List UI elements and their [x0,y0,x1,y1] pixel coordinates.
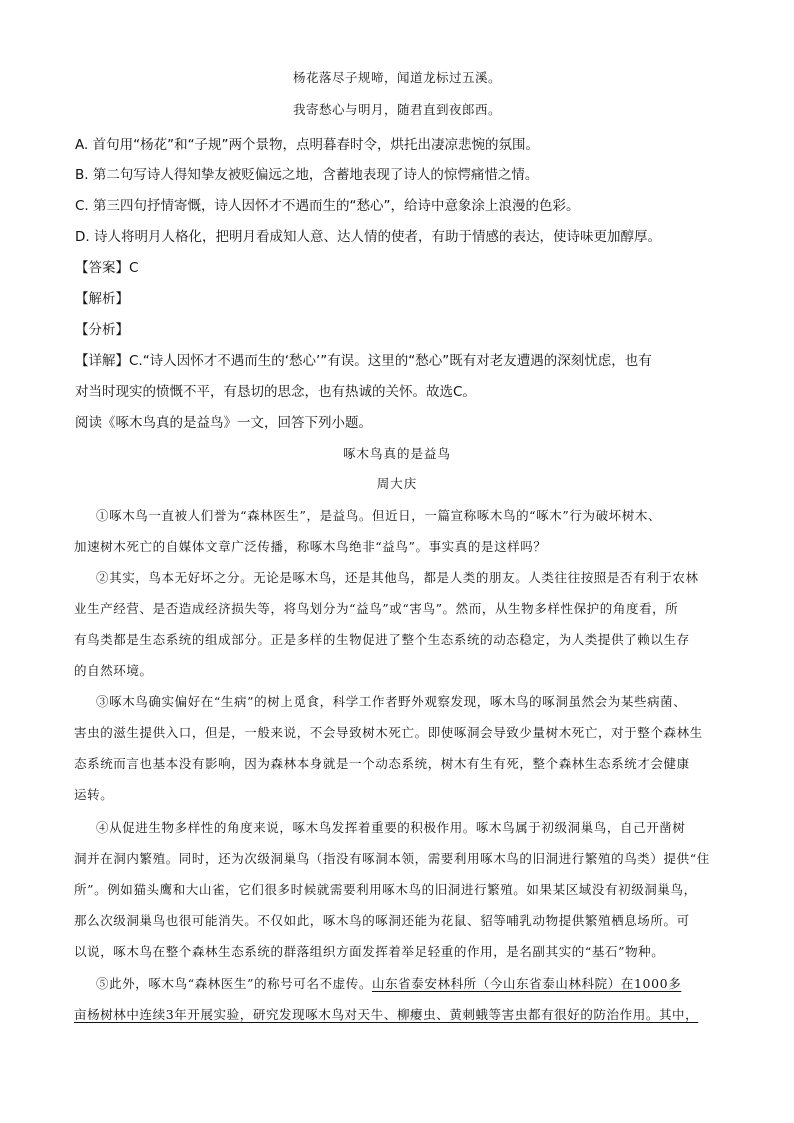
reading-prompt: 阅读《啄木鸟真的是益鸟》一文，回答下列小题。 [75,415,372,431]
detail-line-1: 【详解】C.“诗人因怀才不遇而生的‘愁心’”有误。这里的“愁心”既有对老友遭遇的深刻忧虑，也有 [75,353,652,369]
option-d: D. 诗人将明月人格化，把明月看成知人意、达人情的使者，有助于情感的表达，使诗味更加醇厚。 [75,229,661,245]
paragraph-2-line-3: 有鸟类都是生态系统的组成部分。正是多样的生物促进了整个生态系统的动态稳定，为人类提供了赖以生存 [74,632,690,647]
article-author: 周大庆 [376,476,418,491]
paragraph-3-line-1: ③啄木鸟确实偏好在“生病”的树上觅食，科学工作者野外观察发现，啄木鸟的啄洞虽然会为某些病菌、 [96,694,687,709]
paragraph-5-line-2: 亩杨树林中连续3年开展实验，研究发现啄木鸟对天牛、柳瘿虫、黄刺蛾等害虫都有很好的防治作用。其中， [74,1007,699,1022]
paragraph-2-line-1: ②其实，鸟本无好坏之分。无论是啄木鸟，还是其他鸟，都是人类的朋友。人类往往按照是否有利于农林 [96,570,699,585]
paragraph-2-line-2: 业生产经营、是否造成经济损失等，将鸟划分为“益鸟”或“害鸟”。然而，从生物多样性保护的角度看，所 [74,601,679,616]
paragraph-2-line-4: 的自然环境。 [74,663,153,678]
poem-line-2: 我寄愁心与明月，随君直到夜郎西。 [292,102,501,117]
article-title: 啄木鸟真的是益鸟 [342,446,451,461]
poem-line-1: 杨花落尽子规啼，闻道龙标过五溪。 [292,70,501,85]
paragraph-4-line-4: 那么次级洞巢鸟也很可能消失。不仅如此，啄木鸟的啄洞还能为花鼠、貂等哺乳动物提供繁殖栖息场所。可 [74,913,690,928]
paragraph-5-underlined-start: 山东省泰安林科所（今山东省泰山林科院）在1000多 [371,976,682,991]
paragraph-5-line-1 [96,974,681,992]
paragraph-4-line-2: 洞并在洞内繁殖。同时，还为次级洞巢鸟（指没有啄洞本领，需要利用啄木鸟的旧洞进行繁殖的鸟类）提供“住 [74,851,710,866]
detail-line-2: 对当时现实的愤慨不平，有恳切的思念，也有热诚的关怀。故选C。 [75,384,476,400]
paragraph-1-line-2: 加速树木死亡的自媒体文章广泛传播，称啄木鸟绝非“益鸟”。事实真的是这样吗？ [74,539,547,554]
paragraph-3-line-4: 运转。 [74,787,114,802]
option-b: B. 第二句写诗人得知挚友被贬偏远之地，含蓄地表现了诗人的惊愕痛惜之情。 [75,167,539,183]
paragraph-4-line-3: 所”。例如猫头鹰和大山雀，它们很多时候就需要利用啄木鸟的旧洞进行繁殖。如果某区域没有初级洞巢鸟， [74,882,697,897]
paragraph-5-lead: ⑤此外，啄木鸟“森林医生”的称号可名不虚传。 [96,976,372,991]
paragraph-4-line-5: 以说，啄木鸟在整个森林生态系统的群落组织方面发挥着举足轻重的作用，是名副其实的“基石”物种。 [74,944,665,959]
analysis-heading: 【解析】 [75,291,129,307]
analysis-subheading: 【分析】 [75,322,129,338]
paragraph-1-line-1: ①啄木鸟一直被人们誉为“森林医生”，是益鸟。但近日，一篇宣称啄木鸟的“啄木”行为破坏树木、 [96,508,662,523]
paragraph-3-line-2: 害虫的滋生提供入口，但是，一般来说，不会导致树木死亡。即使啄洞会导致少量树木死亡，对于整个森林生 [74,725,703,740]
paragraph-3-line-3: 态系统而言也基本没有影响，因为森林本身就是一个动态系统，树木有生有死，整个森林生态系统才会健康 [74,756,690,771]
option-a: A. 首句用“杨花”和“子规”两个景物，点明暮春时令，烘托出凄凉悲惋的氛围。 [75,137,540,153]
answer-line: 【答案】C [75,260,139,276]
paragraph-4-line-1: ④从促进生物多样性的角度来说，啄木鸟发挥着重要的积极作用。啄木鸟属于初级洞巢鸟，自己开凿树 [96,820,686,835]
option-c: C. 第三四句抒情寄慨，诗人因怀才不遇而生的“愁心”，给诗中意象涂上浪漫的色彩。 [75,198,580,214]
